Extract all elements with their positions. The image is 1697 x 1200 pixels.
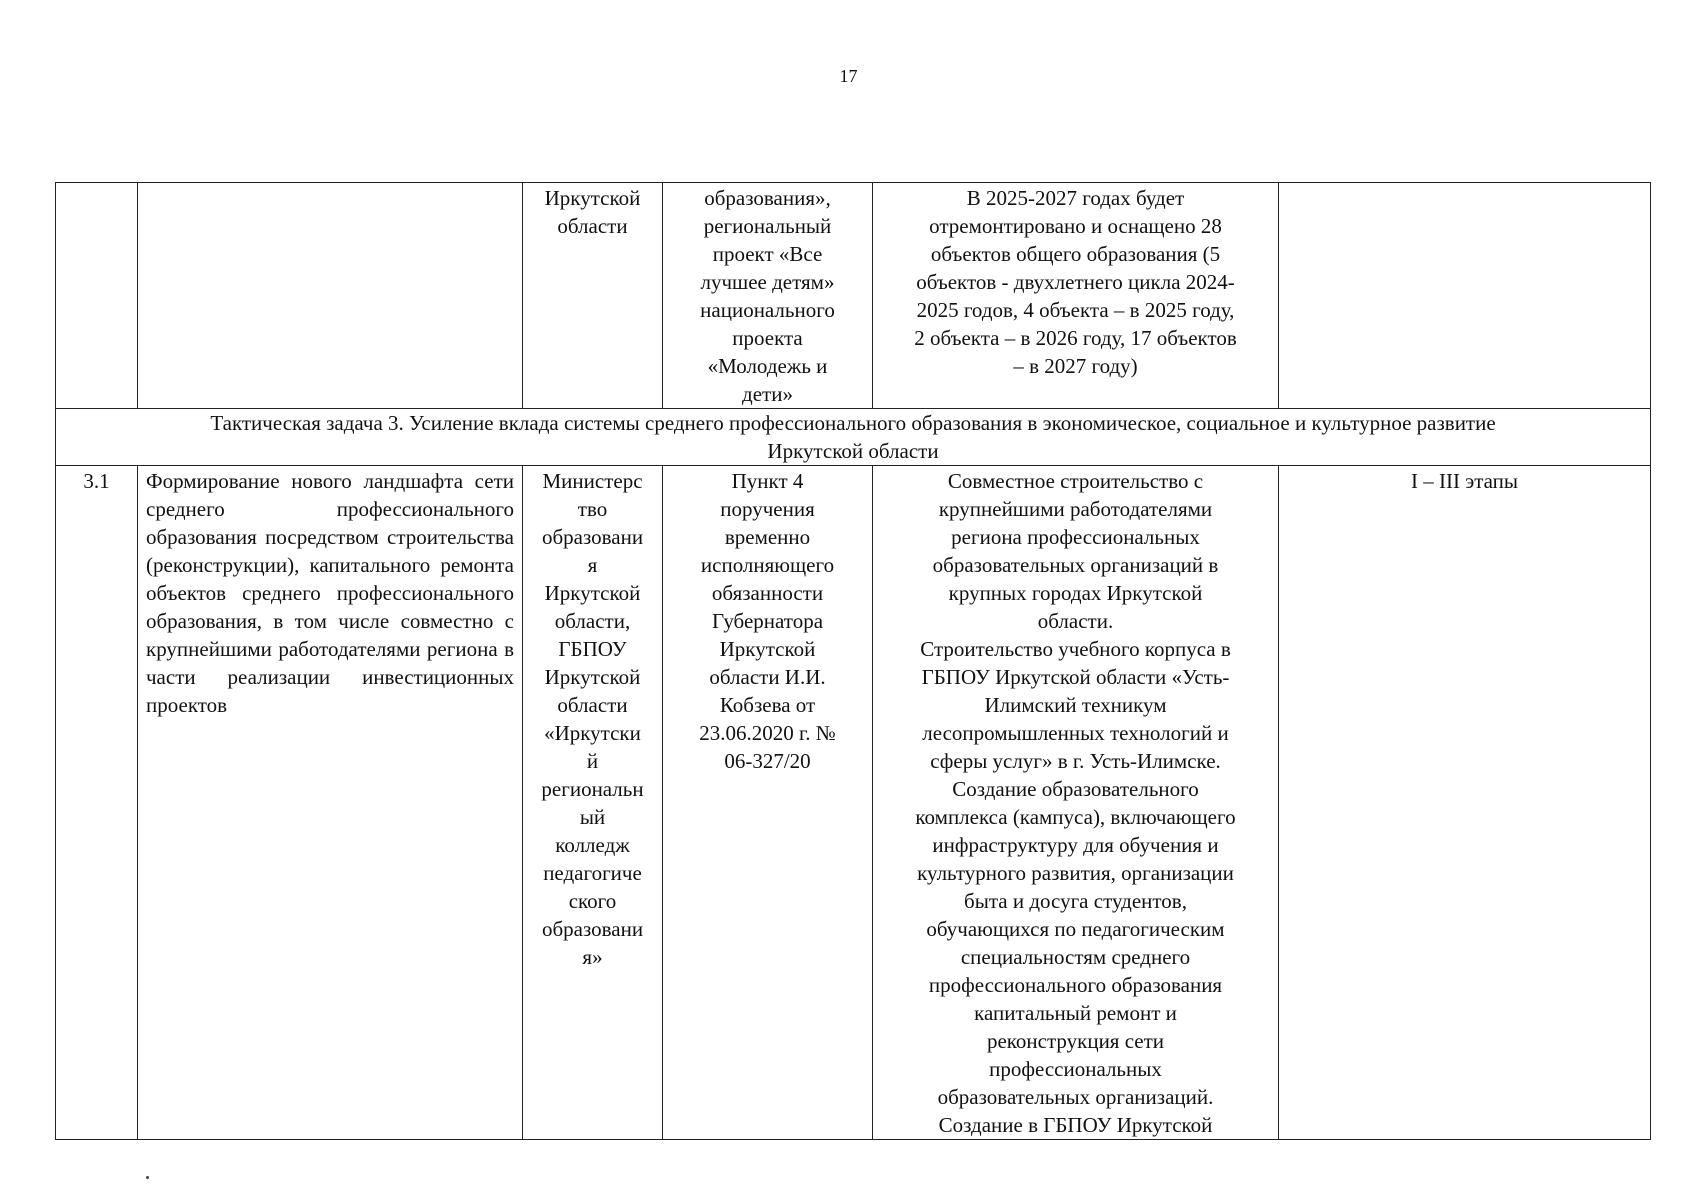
- table-row-section-heading: [56, 409, 1651, 466]
- cell-measure: [138, 183, 523, 409]
- cell-result: В 2025-2027 годах будет отремонтировано и оснащено 28 объектов общего образования (5 объектов - двухлетнего цикла 2024- 2025 годов, 4 объекта – в 2025 году, 2 объекта – в 2026 году, 17 объектов – в 2027 году): [873, 183, 1279, 409]
- scan-speck: [146, 1176, 149, 1179]
- table-row-3-1: [56, 466, 1651, 1140]
- measures-table: [55, 182, 1651, 1140]
- cell-stages: I – III этапы: [1279, 466, 1651, 1140]
- cell-basis: Пункт 4 поручения временно исполняющего обязанности Губернатора Иркутской области И.И. Кобзева от 23.06.2020 г. № 06-327/20: [663, 466, 873, 1140]
- cell-executor: Министерс тво образовани я Иркутской области, ГБПОУ Иркутской области «Иркутски й региональн ый колледж педагогиче ского образовани я»: [523, 466, 663, 1140]
- cell-basis: образования», региональный проект «Все лучшее детям» национального проекта «Молодежь и дети»: [663, 183, 873, 409]
- cell-stages: [1279, 183, 1651, 409]
- section-heading: Тактическая задача 3. Усиление вклада системы среднего профессионального образования в экономическое, социальное и культурное развитие Иркутской области: [56, 409, 1651, 466]
- cell-number: 3.1: [56, 466, 138, 1140]
- page-number: 17: [839, 66, 858, 86]
- cell-result: Совместное строительство с крупнейшими работодателями региона профессиональных образовательных организаций в крупных городах Иркутской области. Строительство учебного корпуса в ГБПОУ Иркутской области «Усть- Илимский техникум лесопромышленных технологий и сферы услуг» в г. Усть-Илимске. Создание образовательного комплекса (кампуса), включающего инфраструктуру для обучения и культурного развития, организации быта и досуга студентов, обучающихся по педагогическим специальностям среднего профессионального образования капитальный ремонт и реконструкция сети профессиональных образовательных организаций. Создание в ГБПОУ Иркутской: [873, 466, 1279, 1140]
- table-row-continued: [56, 183, 1651, 409]
- cell-measure: Формирование нового ландшафта сети среднего профессионального образования посредством строительства (реконструкции), капитального ремонта объектов среднего профессионального образования, в том числе совместно с крупнейшими работодателями региона в части реализации инвестиционных проектов: [138, 466, 523, 1140]
- cell-executor: Иркутской области: [523, 183, 663, 409]
- cell-number: [56, 183, 138, 409]
